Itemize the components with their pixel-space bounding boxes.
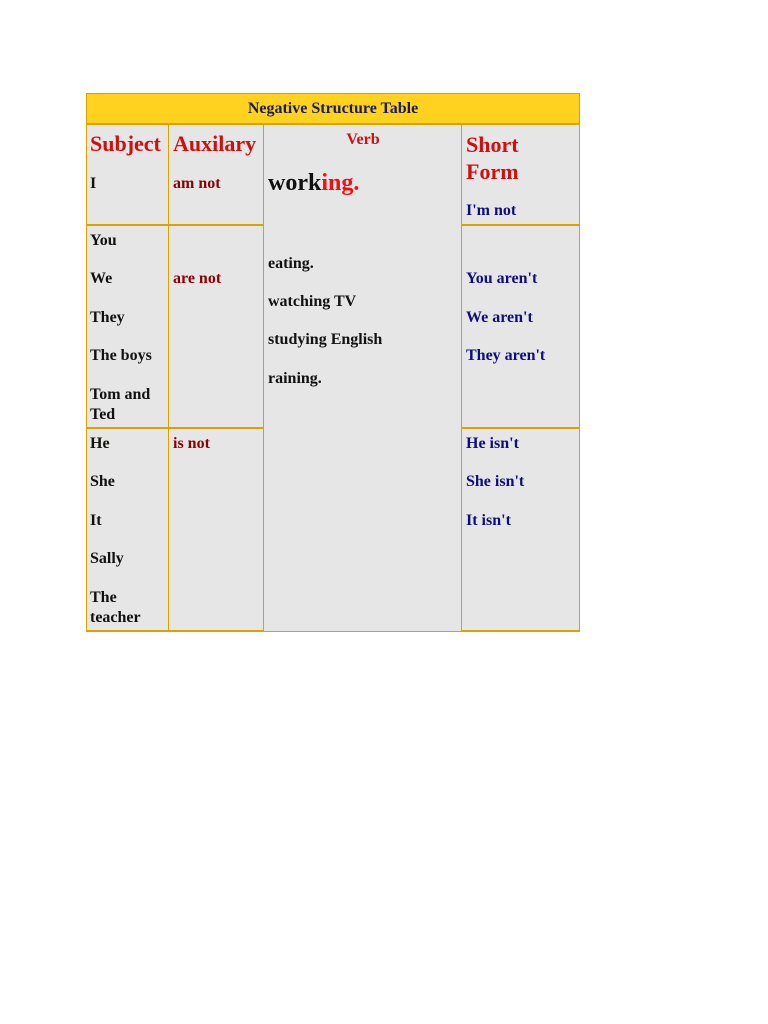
short-form-item: We aren't — [466, 309, 533, 326]
short-form-cell-row2 — [462, 226, 579, 429]
subject-item: It — [90, 512, 102, 529]
short-form-item: You aren't — [466, 270, 538, 287]
verb-working — [268, 170, 359, 197]
subject-item: He — [90, 435, 110, 452]
subject-cell-row1 — [87, 125, 169, 226]
short-form-im-not: I'm not — [466, 202, 517, 219]
verb-example: eating. — [268, 255, 314, 272]
table-title: Negative Structure Table — [87, 94, 579, 125]
subject-item: They — [90, 309, 125, 326]
subject-item: You — [90, 232, 117, 249]
auxiliary-cell-row2 — [169, 226, 264, 429]
auxiliary-is-not: is not — [173, 435, 210, 452]
subject-item: The boys — [90, 347, 152, 364]
short-form-item: They aren't — [466, 347, 546, 364]
auxiliary-are-not: are not — [173, 270, 222, 287]
verb-example: raining. — [268, 370, 322, 387]
subject-cell-row2 — [87, 226, 169, 429]
subject-i: I — [90, 175, 97, 192]
subject-cell-row3 — [87, 429, 169, 632]
subject-item: Tom and Ted — [90, 386, 151, 423]
subject-item: The teacher — [90, 589, 141, 626]
subject-item: Sally — [90, 550, 124, 567]
auxiliary-cell-row3 — [169, 429, 264, 632]
short-form-item: He isn't — [466, 435, 519, 452]
short-form-header: Short Form — [466, 132, 519, 184]
short-form-cell-row1 — [462, 125, 579, 226]
subject-item: She — [90, 473, 115, 490]
auxiliary-header: Auxilary — [173, 131, 257, 156]
short-form-item: It isn't — [466, 512, 511, 529]
verb-example: studying English — [268, 331, 383, 348]
short-form-item: She isn't — [466, 473, 525, 490]
negative-structure-table — [86, 93, 580, 632]
verb-suffix: ing. — [321, 170, 360, 196]
subject-header: Subject — [90, 131, 161, 156]
short-form-cell-row3 — [462, 429, 579, 632]
verb-example: watching TV — [268, 293, 357, 310]
verb-stem: work — [268, 170, 322, 196]
subject-item: We — [90, 270, 113, 287]
verb-cell — [264, 125, 462, 632]
auxiliary-am-not: am not — [173, 175, 221, 192]
auxiliary-cell-row1 — [169, 125, 264, 226]
verb-header: Verb — [346, 131, 380, 148]
